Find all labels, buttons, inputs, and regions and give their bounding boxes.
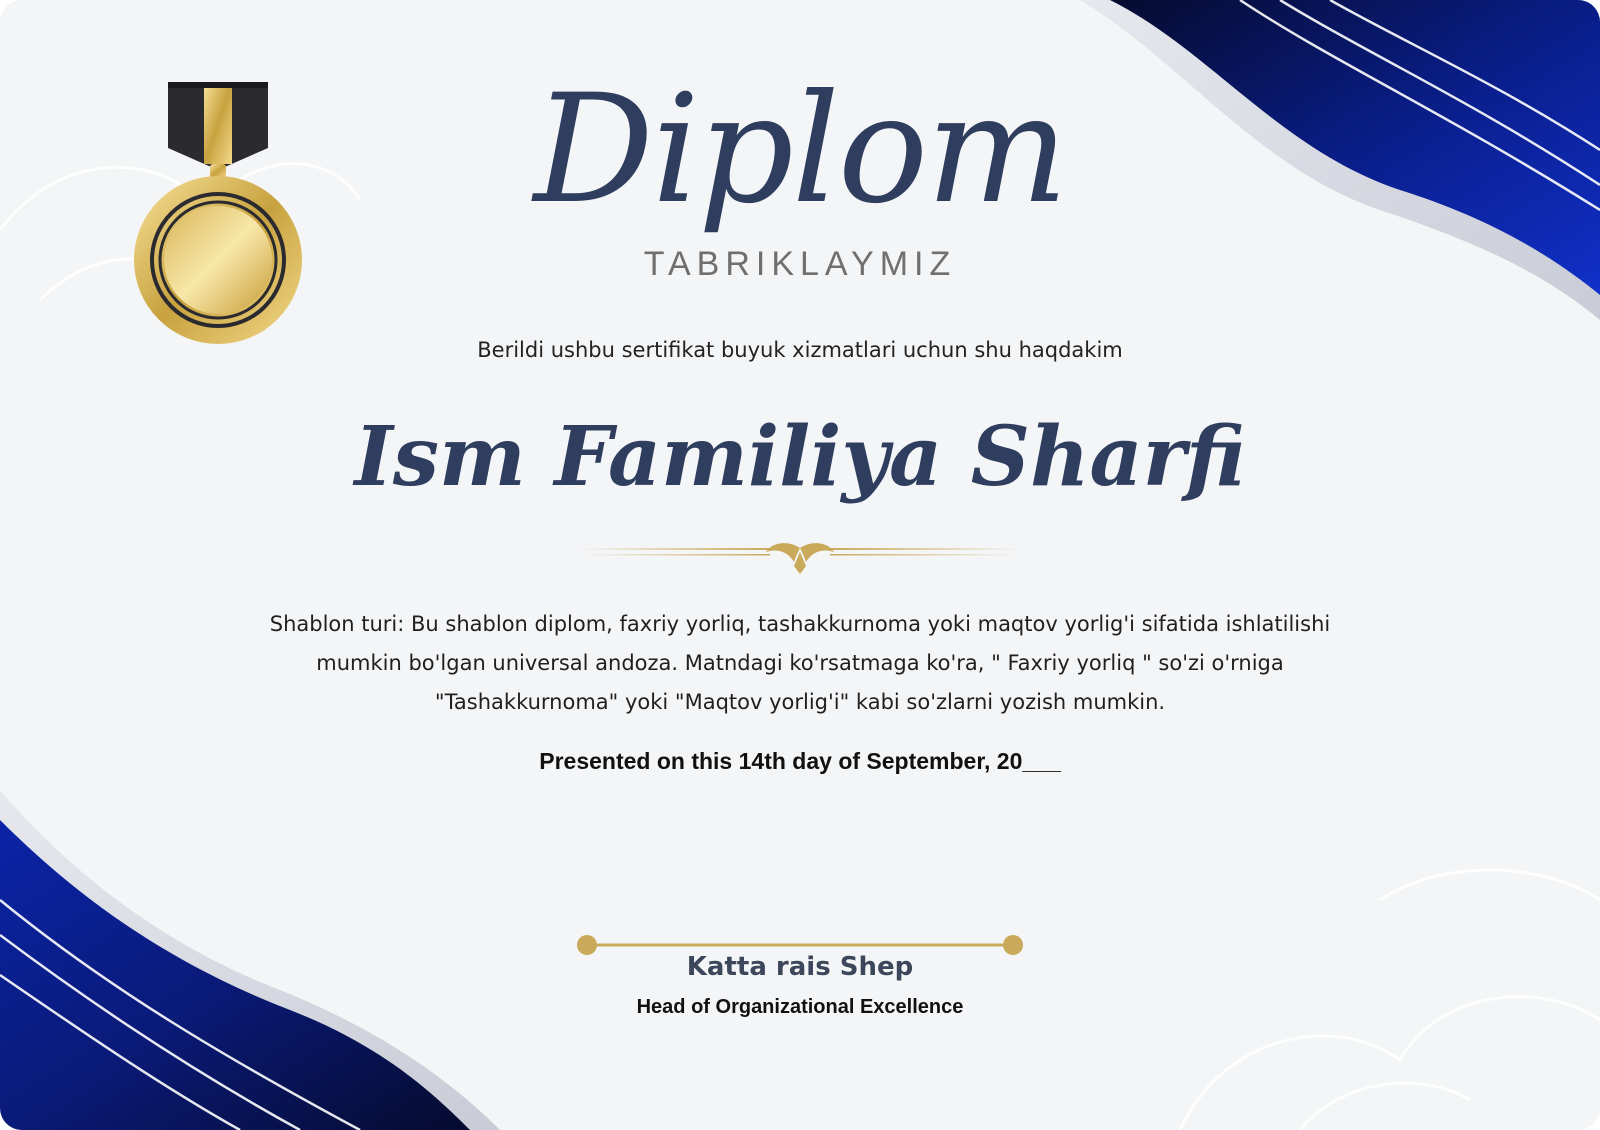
recipient-name: Ism Familiya Sharfi (354, 409, 1246, 505)
gold-divider-ornament-icon (580, 538, 1020, 578)
description-text: Shablon turi: Bu shablon diplom, faxriy yorliq, tashakkurnoma yoki maqtov yorlig'i sifatida ishlatilishi mumkin bo'lgan universal andoza. Matndagi ko'rsatmaga ko'ra, " Faxriy yorliq " so'zi o'rniga "Tashakkurnoma" yoki "Maqtov yorlig'i" kabi so'zlarni yozish mumkin. (269, 612, 1331, 714)
certificate-subtitle: TABRIKLAYMIZ (643, 245, 957, 283)
signer-title: Head of Organizational Excellence (636, 996, 964, 1018)
presented-line: Presented on this 14th day of September, 20___ (539, 748, 1061, 774)
signer-name: Katta rais Shep (686, 952, 914, 982)
given-line: Berildi ushbu sertifikat buyuk xizmatlari uchun shu haqdakim (477, 338, 1123, 362)
certificate-title: Diplom (533, 63, 1067, 237)
